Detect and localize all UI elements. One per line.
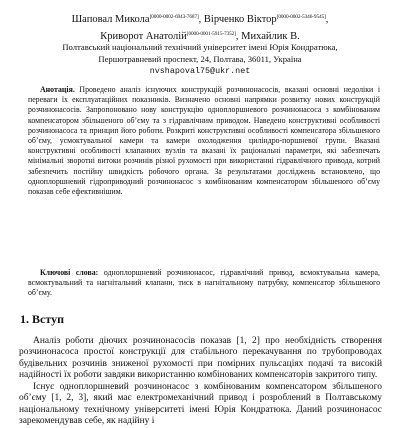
- affiliation-address: Першотравневий проспект, 24, Полтава, 36011, Україна: [98, 54, 302, 64]
- section-heading: 1. Вступ: [20, 312, 64, 326]
- author-orcid: [0000-0002-6943-7687]: [149, 14, 199, 20]
- author-name: Михайлик В.: [241, 31, 300, 42]
- author-name: Шаповал Микола: [71, 14, 150, 25]
- author-email: nvshapoval75@ukr.net: [149, 66, 251, 76]
- keywords-text: одноплоршневий розчинонасос, гідравлічний привод, всмоктувальна камера, всмоктувальний та нагнітальний клапани, тиск в нагнітальному патрубку, компенсатор збільшеного об’єму.: [28, 268, 380, 298]
- affiliation-university: Полтавський національний технічний університет імені Юрія Кондратюка,: [62, 42, 338, 52]
- keywords-label: Ключові слова:: [40, 268, 99, 277]
- keywords: [28, 268, 380, 299]
- author-separator: ,: [235, 31, 242, 42]
- author-name: Криворот Анатолій: [100, 31, 187, 42]
- author-name: Вірченко Віктор: [203, 14, 277, 25]
- cut-off-header-fragment: [150, 0, 350, 1]
- author-list: [0, 10, 400, 44]
- author-separator: ,: [198, 14, 204, 25]
- author-orcid: [0000-0002-5346-9545]: [276, 14, 326, 20]
- author-orcid: [0000-0001-5915-7352]: [186, 31, 236, 37]
- abstract: [28, 85, 380, 197]
- affiliation-block: [20, 41, 380, 77]
- body-paragraph: Існує одноплоршневий розчинонасос з комбінованим компенсатором збільшеного об’єму [1, 2, 3], який має електромеханічний привод і розроблений в Полтавському національному технічному університеті імені Юрія Кондратюка. Даний розчинонасос зарекомендував себе, як надійну і: [19, 382, 382, 427]
- abstract-text: Проведено аналіз існуючих конструкцій розчинонасосів, вказані основні недоліки і переваги їх експлуатаційних показників. Визначено основні напрямки розвитку нових конструкцій розчинонасосів. Запропоновано нову конструкцію одноплоршневого розчинонасоса з комбінованим компенсатором збільшеного об’єму та з гідравлічним приводом. Наведено конструктивні особливості розчинонасоса та принцип його роботи. Розкриті конструктивні особливості компенсатора збільшеного об’єму, усмоктувальної камери та камери охолодження циліндро-поршневої групи. Вказані конструктивні особливості клапанних вузлів та вказані їх раціональні параметри, які забезпечать мінімальні зворотні витоки розчинів різної рухомості при використанні гідравлічного привода, котрий забезпечить постійну швидкість робочого органа. За результатами досліджень встановлено, що одноплоршневий гідроприводний розчинонасос з комбінованим компенсатором збільшеного об’єму показав себе ефективнішим.: [28, 85, 381, 197]
- body-paragraph: Аналіз роботи діючих розчинонасосів показав [1, 2] про необхідність створення розчинонасоса простої конструкції для стабільного перекачування по трубопроводах будівельних розчинів зниженої рухомості при помірних пульсаціях подачі та високій надійності їх роботи завдяки використанню комбінованих компенсаторів закритого типу.: [19, 336, 382, 381]
- author-separator: ,: [325, 14, 329, 25]
- abstract-label: Анотація.: [40, 85, 75, 94]
